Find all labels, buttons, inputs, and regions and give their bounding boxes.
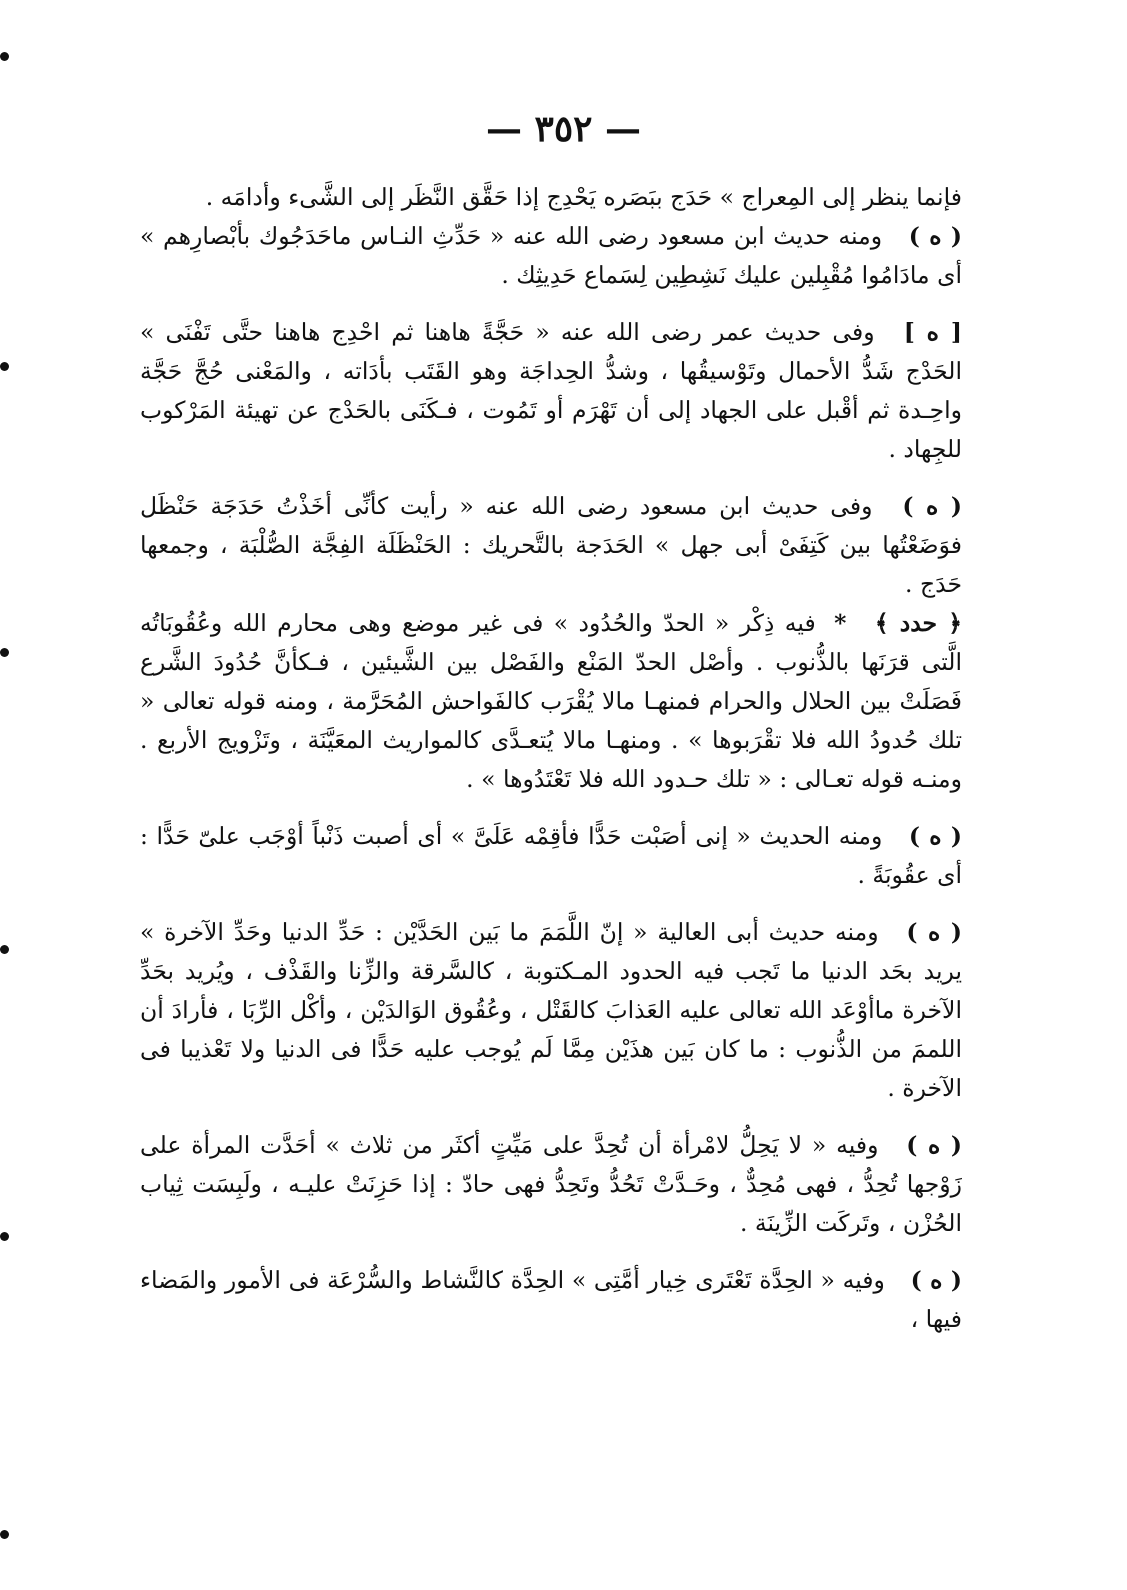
- paragraph-text: وفى حديث ابن مسعود رضى الله عنه « رأيت كأنِّى أخَذْتُ حَدَجَة حَنْظَل فوَضَعْتُها بين كَتِفَىْ أبى جهل » الحَدَجة بالتَّحريك : الحَنْظَلَة الفِجَّة الصُّلْبَة ، وجمعها حَدَج .: [140, 492, 962, 598]
- asterisk-marker: *: [834, 609, 847, 637]
- paragraph-text: وفيه « الحِدَّة تَعْتَرى خِيار أمَّتِى » الحِدَّة كالنَّشاط والسُّرْعَة فى الأمور والمَضاء فيها ،: [140, 1266, 962, 1333]
- hadith-marker: ( ه ): [908, 822, 962, 850]
- page-number: — ٣٥٢ —: [485, 108, 642, 150]
- paragraph-text: وفيه « لا يَحِلُّ لامْرأة أن تُحِدَّ على مَيِّتٍ أكثَر من ثلاث » أحَدَّت المرأة على زَوْجها تُحِدُّ ، فهى مُحِدٌّ ، وحَـدَّتْ تَحُدُّ وتَحِدُّ فهى حادّ : إذا حَزِنَتْ عليـه ، ولَبِسَت ثِياب الحُزْن ، وتَركَت الزِّينَة .: [140, 1131, 962, 1237]
- paragraph: [140, 1261, 962, 1339]
- paragraph: [140, 487, 962, 604]
- paragraph-text: فيه ذِكْر « الحدّ والحُدُود » فى غير موضع وهى محارم الله وعُقُوبَاتُه الَّتى قرَنَها بالذُّنوب . وأصْل الحدّ المَنْع والفَصْل بين الشَّيئين ، فـكأنَّ حُدُودَ الشَّرع فَصَلَتْ بين الحلال والحرام فمنهـا مالا يُقْرَب كالفَواحش المُحَرَّمة ، ومنه قوله تعالى « تلك حُدودُ الله فلا تقْرَبوها » . ومنهـا مالا يُتعـدَّى كالمواريث المعَيَّنَة ، وتَزْويج الأربع . ومنـه قوله تعـالى : « تلك حـدود الله فلا تَعْتَدُوها » .: [140, 609, 962, 793]
- hadith-marker: ( ه ): [906, 1131, 962, 1159]
- hadith-marker: ( ه ): [906, 918, 962, 946]
- hadith-marker: ( ه ): [908, 222, 962, 250]
- paragraph-text: فإنما ينظر إلى المِعراج » حَدَج ببَصَره يَحْدِج إذا حَقَّق النَّظَر إلى الشَّىء وأدامَه .: [205, 183, 962, 211]
- paragraph-text: وفى حديث عمر رضى الله عنه « حَجَّةً هاهنا ثم احْدِج هاهنا حتَّى تَفْنَى » الحَدْج شَدُّ الأحمال وتَوْسيقُها ، وشدُّ الحِداجَة وهو القَتَب بأدَاته ، والمَعْنى حُجَّ حَجَّة واحِـدة ثم أقْبل على الجهاد إلى أن تَهْرَم أو تَمُوت ، فـكَنَى بالحَدْج عن تهيئة المَرْكوب للجِهاد .: [140, 318, 962, 463]
- entry-headword: ﴿ حدد ﴾: [874, 609, 962, 637]
- hadith-marker: ( ه ): [902, 492, 962, 520]
- scan-edge-mark: [0, 1232, 9, 1241]
- paragraph: [140, 217, 962, 295]
- paragraph: [140, 913, 962, 1108]
- paragraph: [140, 178, 962, 217]
- scan-edge-mark: [0, 648, 9, 657]
- entry-paragraph: [140, 604, 962, 799]
- scan-edge-mark: [0, 52, 9, 61]
- paragraph-text: ومنه الحديث « إنى أصَبْت حَدًّا فأقِمْه عَلَىَّ » أى أصبت ذَنْباً أوْجَب علىّ حَدًّا : أى عقُوبَةً .: [140, 822, 962, 889]
- paragraph: [140, 817, 962, 895]
- scan-edge-mark: [0, 362, 9, 371]
- paragraph: [140, 313, 962, 469]
- scan-edge-mark: [0, 945, 9, 954]
- paragraph-text: ومنه حديث ابن مسعود رضى الله عنه « حَدِّثِ النـاس ماحَدَجُوك بأبْصارِهم » أى مادَامُوا مُقْبِلين عليك نَشِطِين لِسَماع حَدِيثِك .: [140, 222, 962, 289]
- page-body: [140, 178, 962, 1339]
- paragraph-text: ومنه حديث أبى العالية « إنّ اللَّمَمَ ما بَين الحَدَّيْن : حَدِّ الدنيا وحَدِّ الآخرة » يريد بحَد الدنيا ما تَجب فيه الحدود المـكتوبة ، كالسَّرقة والزِّنا والقَذْف ، ويُريد بحَدِّ الآخرة ماأوْعَد الله تعالى عليه العَذابَ كالقَتْل ، وعُقُوق الوَالدَيْن ، وأكْل الرِّبَا ، فأرادَ أن اللممَ من الذُّنوب : ما كان بَين هذَيْن مِمَّا لَم يُوجب عليه حَدًّا فى الدنيا ولا تَعْذيبا فى الآخرة .: [140, 918, 962, 1102]
- hadith-marker: [ ه ]: [903, 318, 962, 346]
- hadith-marker: ( ه ): [910, 1266, 962, 1294]
- scan-edge-mark: [0, 1530, 9, 1539]
- paragraph: [140, 1126, 962, 1243]
